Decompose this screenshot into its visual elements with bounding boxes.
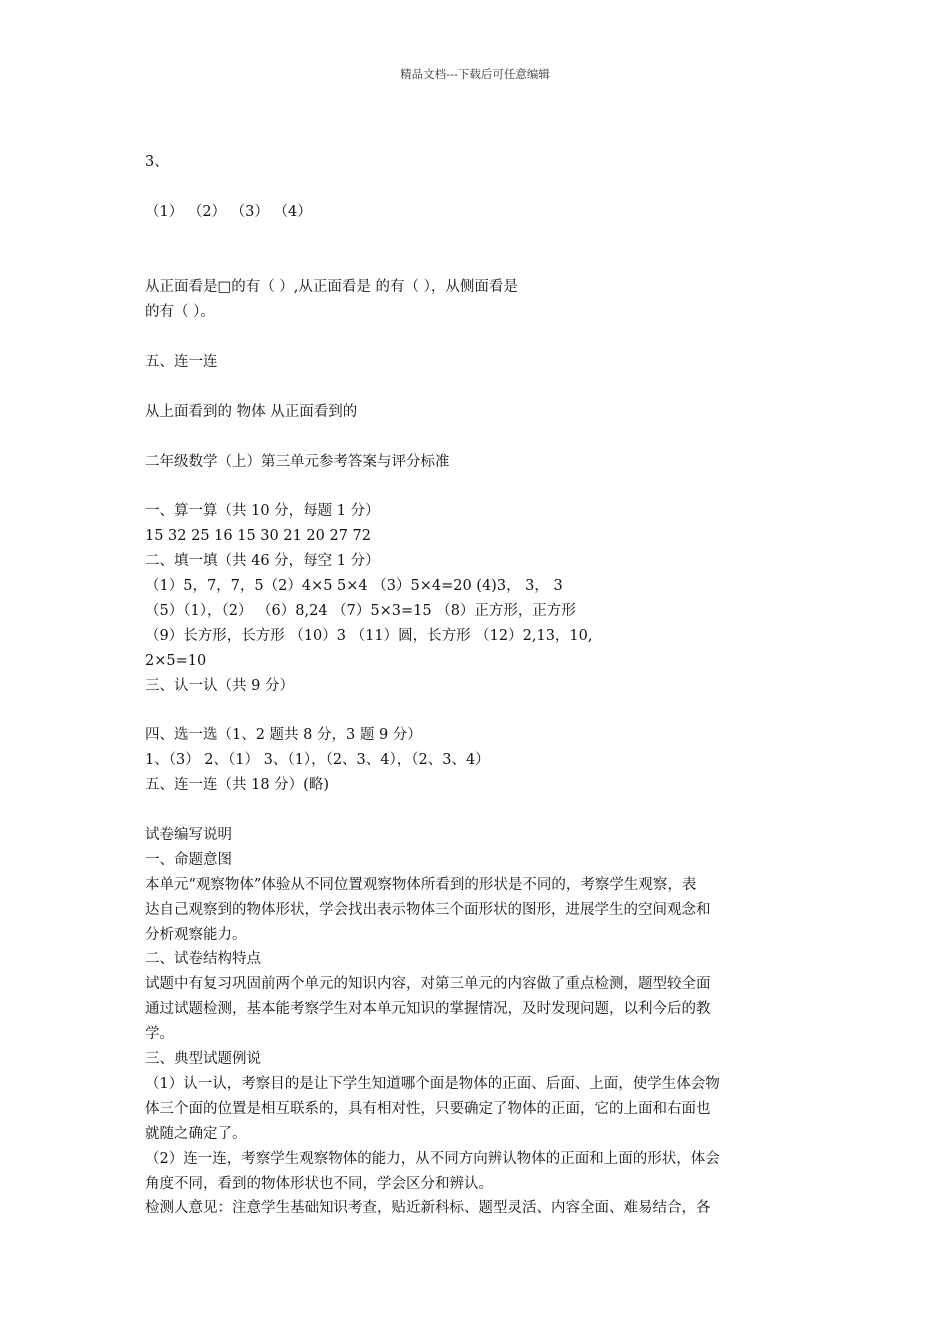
notes-section-2-line-3: 学。 [145,1026,174,1042]
notes-section-1-line-2: 达自己观察到的物体形状，学会找出表示物体三个面形状的图形，进展学生的空间观念和 [145,902,711,918]
notes-section-1-title: 一、命题意图 [145,852,232,868]
question-3-line-1: 从正面看是□的有（ ）,从正面看是 的有（ ），从侧面看是 [145,279,518,295]
answers-part-5-title: 五、连一连（共 18 分）(略) [145,777,329,793]
notes-section-2-line-2: 通过试题检测，基本能考察学生对本单元知识的掌握情况，及时发现问题，以利今后的教 [145,1001,711,1017]
notes-section-3-line-4: （2）连一连，考察学生观察物体的能力，从不同方向辨认物体的正面和上面的形状，体会 [145,1151,720,1167]
notes-section-3-line-5: 角度不同，看到的物体形状也不同，学会区分和辨认。 [145,1176,493,1192]
question-3-options: （1） （2） （3） （4） [145,204,312,220]
answers-part-2-line-1: （1）5，7，7，5（2）4×5 5×4 （3）5×4=20 (4)3， 3， 3 [145,578,563,594]
answers-part-1-title: 一、算一算（共 10 分，每题 1 分） [145,503,380,519]
page-header: 精品文档---下载后可任意编辑 [400,67,550,81]
answers-part-2-line-2: （5）（1），（2） （6）8,24 （7）5×3=15 （8）正方形，正方形 [145,603,576,619]
notes-section-3-line-2: 体三个面的位置是相互联系的，具有相对性，只要确定了物体的正面，它的上面和右面也 [145,1101,711,1117]
notes-section-2-title: 二、试卷结构特点 [145,951,261,967]
notes-reviewer-opinion: 检测人意见：注意学生基础知识考查，贴近新科标、题型灵活、内容全面、难易结合，各 [145,1200,711,1216]
notes-section-3-title: 三、典型试题例说 [145,1051,261,1067]
question-3-number: 3、 [145,154,169,170]
answers-part-2-title: 二、填一填（共 46 分，每空 1 分） [145,553,380,569]
answers-title: 二年级数学（上）第三单元参考答案与评分标准 [145,454,450,470]
answers-part-4-values: 1、（3） 2、（1） 3、（1），（2、3、4），（2、3、4） [145,752,490,768]
notes-section-2-line-1: 试题中有复习巩固前两个单元的知识内容，对第三单元的内容做了重点检测，题型较全面 [145,976,711,992]
answers-part-1-values: 15 32 25 16 15 30 21 20 27 72 [145,528,371,544]
answers-part-2-line-4: 2×5=10 [145,653,207,669]
section-5-labels: 从上面看到的 物体 从正面看到的 [145,404,358,420]
answers-part-2-line-3: （9）长方形，长方形 （10）3 （11）圆，长方形 （12）2,13，10, [145,628,593,644]
notes-title: 试卷编写说明 [145,827,232,843]
notes-section-3-line-1: （1）认一认，考察目的是让下学生知道哪个面是物体的正面、后面、上面，使学生体会物 [145,1076,720,1092]
question-3-line-2: 的有（ ）。 [145,304,215,320]
answers-part-3-title: 三、认一认（共 9 分） [145,678,294,694]
notes-section-1-line-3: 分析观察能力。 [145,927,247,943]
section-5-title: 五、连一连 [145,354,218,370]
answers-part-4-title: 四、选一选（1、2 题共 8 分，3 题 9 分） [145,727,422,743]
notes-section-1-line-1: 本单元“观察物体”体验从不同位置观察物体所看到的形状是不同的，考察学生观察，表 [145,877,697,893]
notes-section-3-line-3: 就随之确定了。 [145,1126,247,1142]
